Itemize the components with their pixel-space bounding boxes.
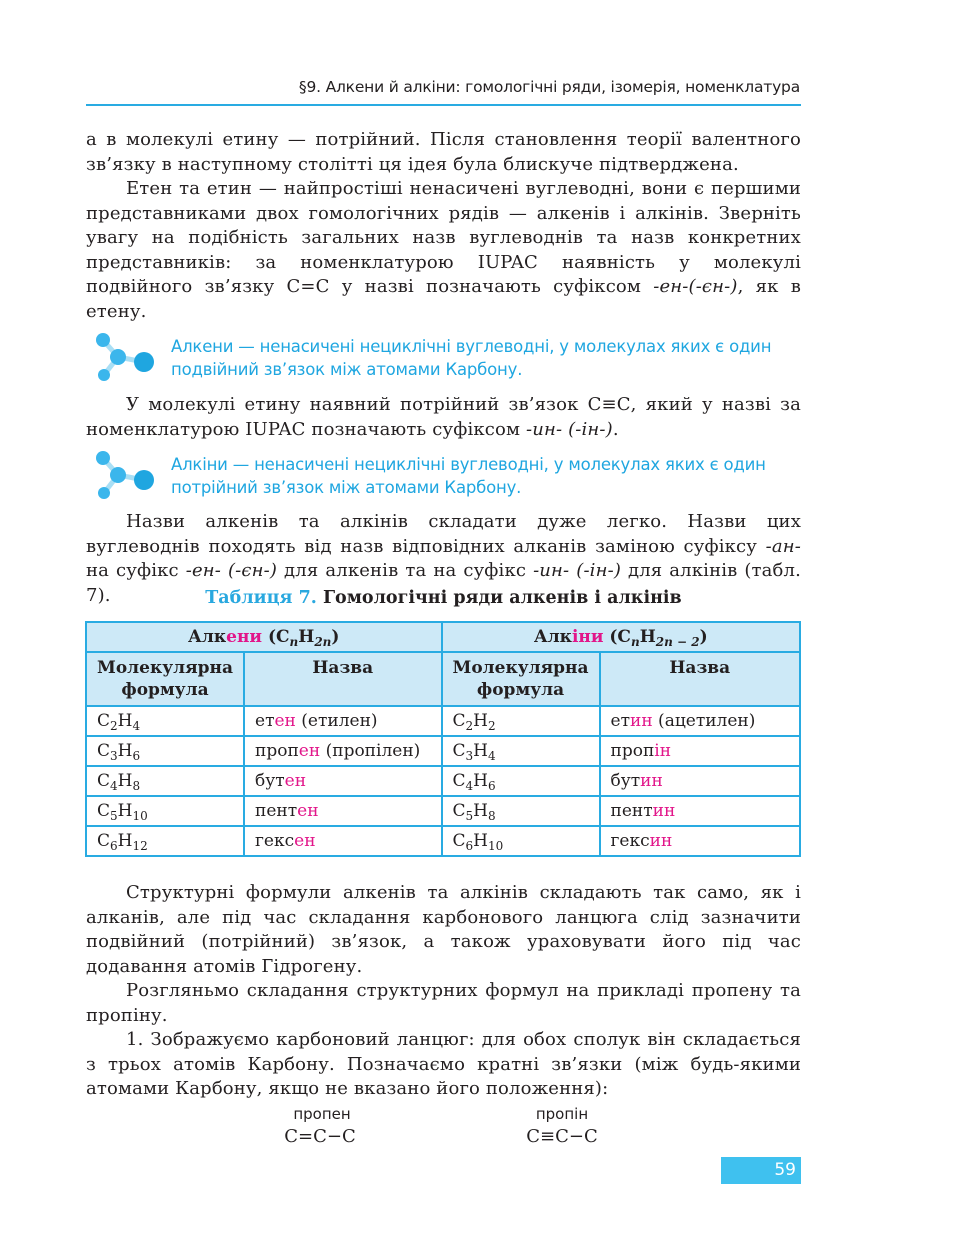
column-header-name: Назва	[244, 652, 441, 706]
propyne-label: пропін	[535, 1105, 589, 1123]
table-row	[86, 706, 800, 736]
alkenes-group-header: Алкени $(C_nH_{2n})$	[86, 622, 442, 652]
propene-label: пропен	[293, 1105, 351, 1123]
header-rule	[86, 104, 801, 106]
alkene-name: пентен	[244, 796, 441, 826]
paragraph-2: Етен та етин — найпростіші ненасичені вуглеводні, вони є першими представниками двох гомологічних рядів — алкенів і алкінів. Зверніть увагу на подібність загальних назв вуглеводнів та назв конкретних представників: за номенклатурою IUPAC наявність у молекулі подвійного зв’язку С=С у назві позначають суфіксом -ен-(-єн-), як в етену.	[86, 178, 802, 322]
alkenes-definition: Алкени — ненасичені нециклічні вуглеводні, у молекулах яких є один подвійний зв’язок між атомами Карбону.	[171, 337, 772, 379]
alkene-formula: $C_4H_8$	[86, 766, 244, 796]
alkyne-formula: $C_6H_{10}$	[442, 826, 600, 856]
suffix-yne: -ин- (-ін-)	[526, 418, 613, 440]
alkyne-formula: $C_2H_2$	[442, 706, 600, 736]
table-row	[86, 826, 800, 856]
alkyne-name: пропін	[600, 736, 800, 766]
alkene-name: бутен	[244, 766, 441, 796]
alkene-name: етен (етилен)	[244, 706, 441, 736]
paragraph-7: 1. Зображуємо карбоновий ланцюг: для обох сполук він складається з трьох атомів Карбону. Позначаємо кратні зв’язки (між будь-якими атомами Карбону, якщо не вказано його положення):	[86, 1029, 801, 1099]
molecule-icon	[90, 330, 156, 386]
paragraph-6: Розгляньмо складання структурних формул на прикладі пропену та пропіну.	[86, 980, 801, 1026]
alkyne-name: бутин	[600, 766, 800, 796]
alkene-name: пропен (пропілен)	[244, 736, 441, 766]
table-caption-label: Таблиця 7.	[205, 588, 317, 608]
table-row	[86, 736, 800, 766]
page-number: 59	[774, 1160, 796, 1180]
paragraph-3: У молекулі етину наявний потрійний зв’язок С≡С, який у назві за номенклатурою IUPAC позначають суфіксом -ин- (-ін-).	[86, 394, 801, 440]
alkyne-formula: $C_3H_4$	[442, 736, 600, 766]
alkyne-formula: $C_4H_6$	[442, 766, 600, 796]
paragraph-5: Структурні формули алкенів та алкінів складають так само, як і алканів, але під час складання карбонового ланцюга слід зазначити подвійний (потрійний) зв’язок, а також ураховувати його під час додавання атомів Гідрогену.	[86, 882, 801, 977]
column-header-formula: Молекулярна формула	[86, 652, 244, 706]
alkyne-formula: $C_5H_8$	[442, 796, 600, 826]
running-title: §9. Алкени й алкіни: гомологічні ряди, ізомерія, номенклатура	[298, 78, 800, 96]
molecule-icon	[90, 448, 156, 504]
table-row	[86, 796, 800, 826]
suffix-ene: -ен-(-єн-)	[653, 276, 738, 297]
alkene-formula: $C_3H_6$	[86, 736, 244, 766]
propyne-chain: C≡C−C	[526, 1126, 598, 1147]
alkyne-name: етин (ацетилен)	[600, 706, 800, 736]
column-header-name: Назва	[600, 652, 800, 706]
alkynes-definition: Алкіни — ненасичені нециклічні вуглеводні, у молекулах яких є один потрійний зв’язок між атомами Карбону.	[171, 455, 766, 497]
table-caption-title: Гомологічні ряди алкенів і алкінів	[322, 588, 682, 608]
table-row	[86, 766, 800, 796]
paragraph-1: а в молекулі етину — потрійний. Після становлення теорії валентного зв’язку в наступному столітті ця ідея була блискуче підтверджена.	[86, 129, 801, 175]
alkyne-name: гексин	[600, 826, 800, 856]
propene-chain: C=C−C	[284, 1126, 356, 1147]
column-header-formula: Молекулярна формула	[442, 652, 600, 706]
paragraph-4: Назви алкенів та алкінів складати дуже легко. Назви цих вуглеводнів походять від назв відповідних алканів заміною суфіксу -ан- на суфікс -ен- (-єн-) для алкенів та на суфікс -ин- (-ін-) для алкінів (табл. 7).	[86, 511, 801, 606]
alkene-name: гексен	[244, 826, 441, 856]
alkene-formula: $C_2H_4$	[86, 706, 244, 736]
table-caption	[86, 588, 801, 608]
alkyne-name: пентин	[600, 796, 800, 826]
homologous-series-table	[85, 621, 801, 857]
alkene-formula: $C_6H_{12}$	[86, 826, 244, 856]
alkene-formula: $C_5H_{10}$	[86, 796, 244, 826]
alkynes-group-header: Алкіни $(C_nH_{2n - 2})$	[442, 622, 801, 652]
